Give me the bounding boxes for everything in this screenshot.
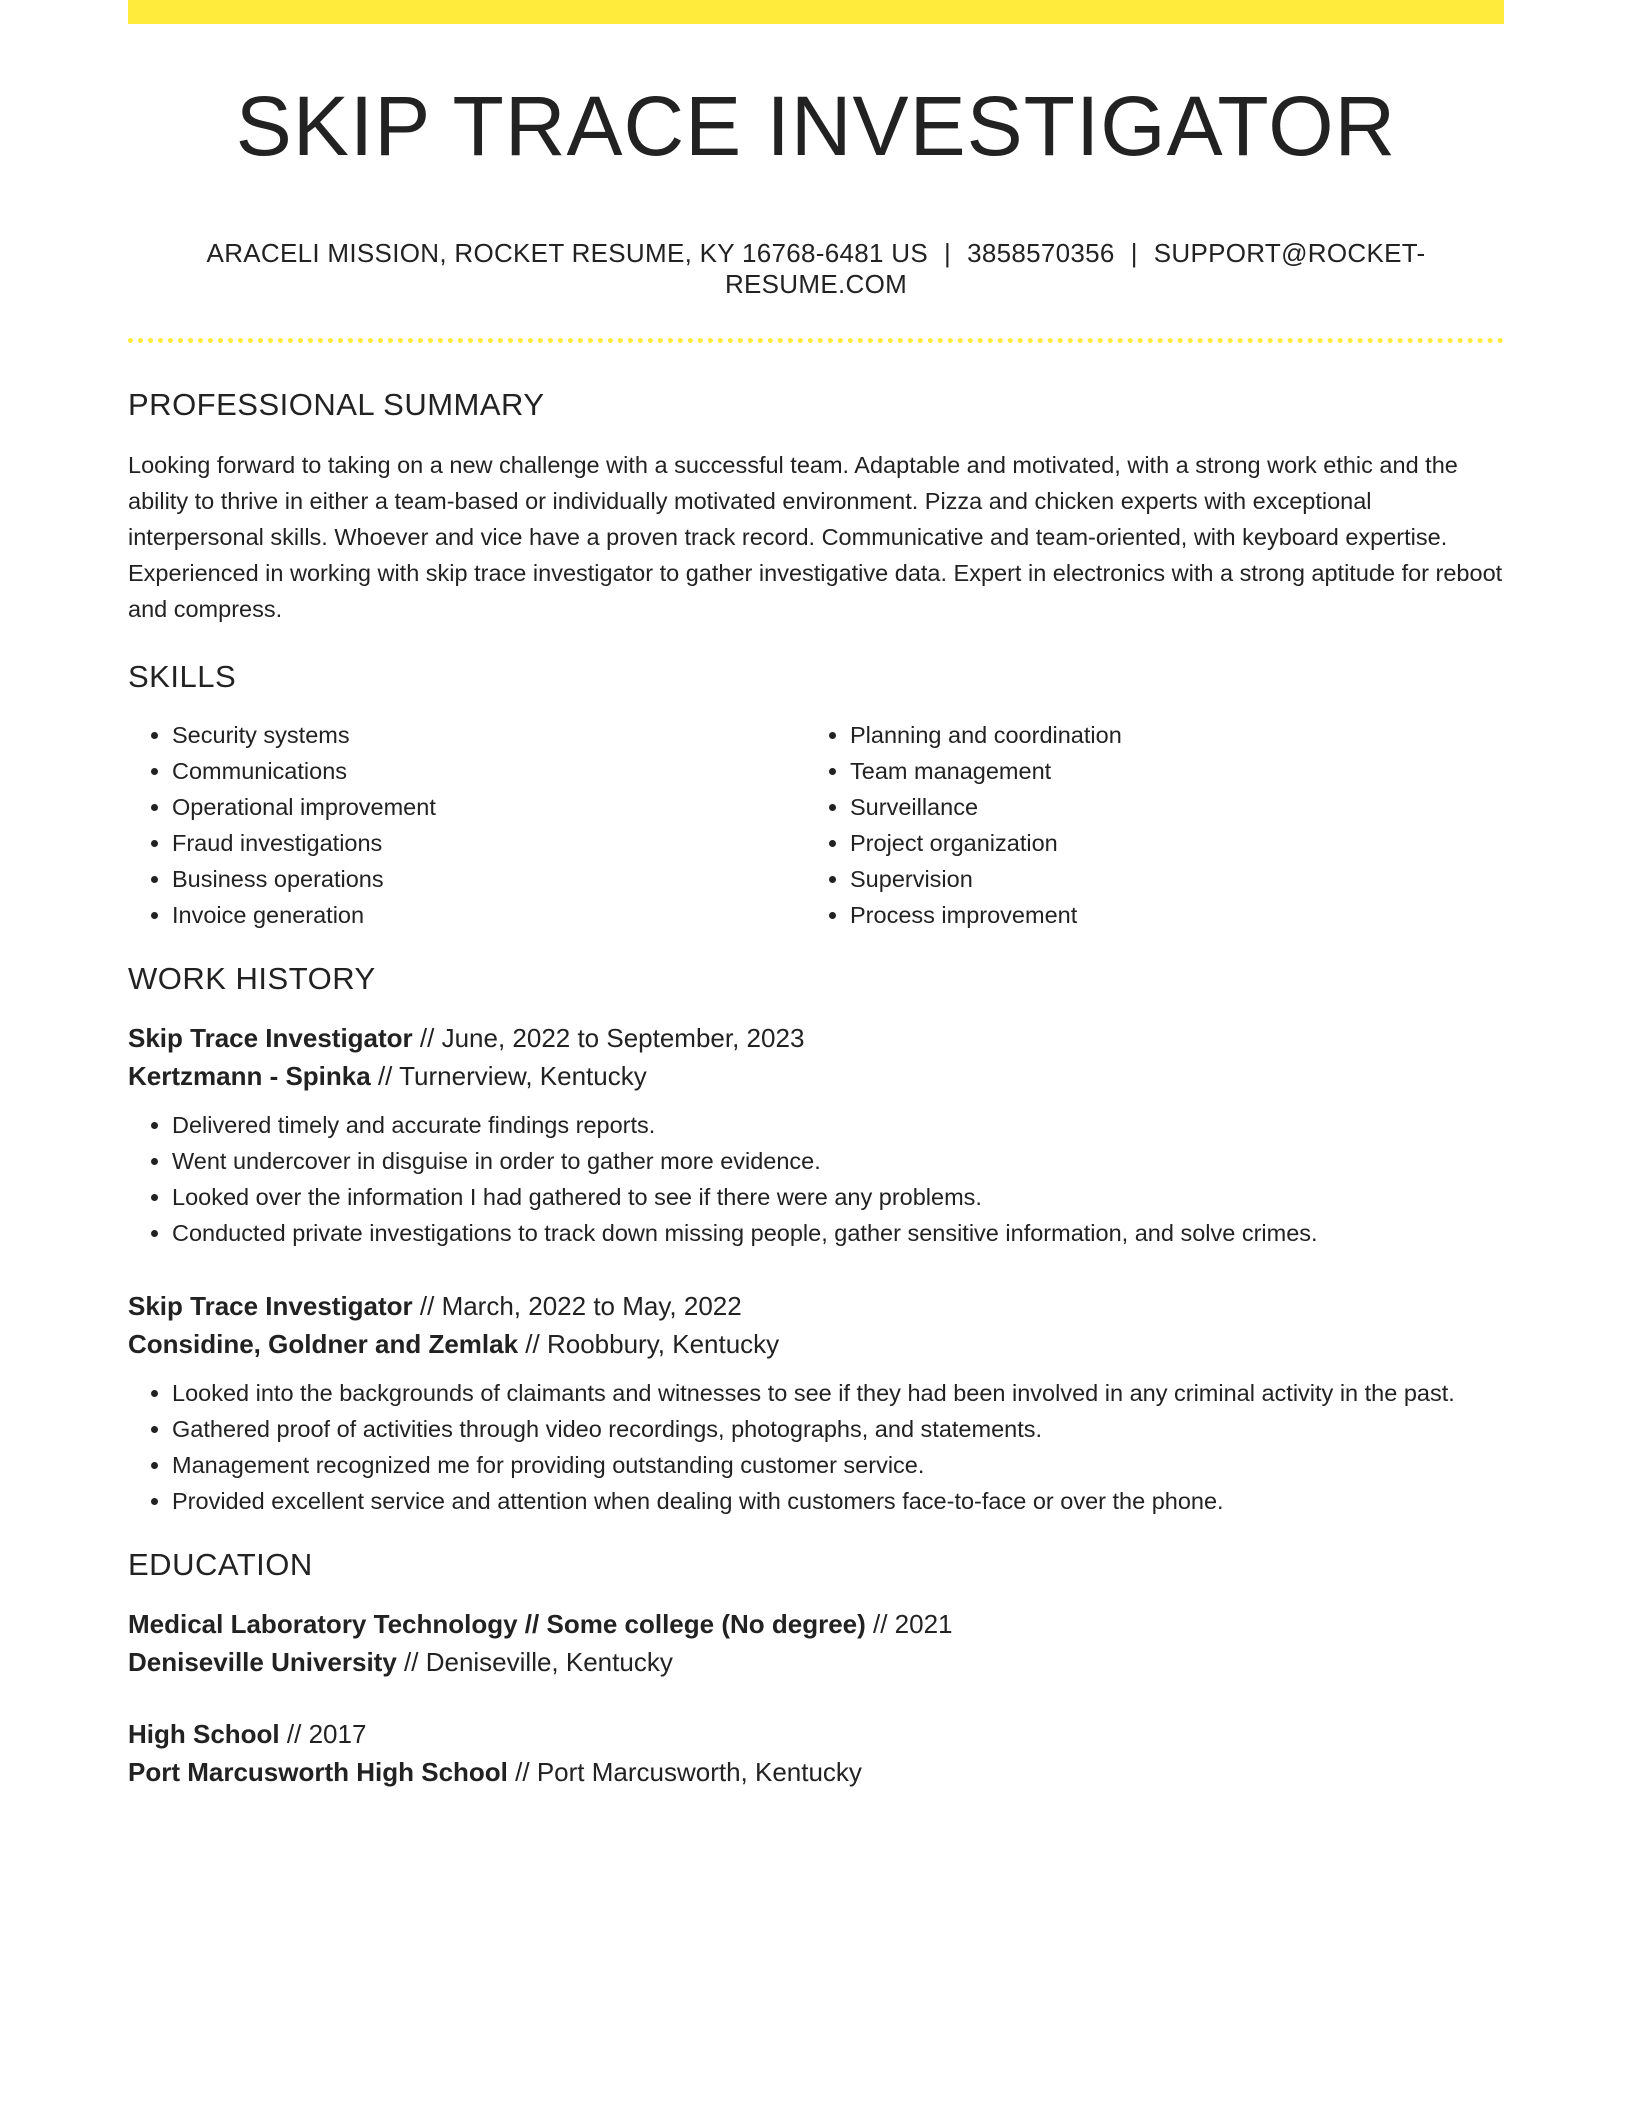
job-location: // Turnerview, Kentucky <box>370 1061 647 1091</box>
job-dates: // June, 2022 to September, 2023 <box>412 1023 805 1053</box>
job-entry <box>128 1287 1504 1519</box>
skill-item: • Planning and coordination <box>850 717 1484 753</box>
education-entry <box>128 1605 1504 1681</box>
job-company: Considine, Goldner and Zemlak <box>128 1329 519 1359</box>
education-section <box>128 1547 1504 1791</box>
job-bullet: • Looked over the information I had gathered to see if there were any problems. <box>172 1179 1504 1215</box>
contact-separator: | <box>1130 238 1138 268</box>
job-title-line <box>128 1287 1504 1325</box>
summary-section <box>128 387 1504 627</box>
skill-item: • Communications <box>172 753 806 789</box>
contact-line <box>128 238 1504 300</box>
education-school-line <box>128 1643 1504 1681</box>
contact-address: ARACELI MISSION, ROCKET RESUME, KY 16768-6481 US <box>206 238 929 268</box>
summary-text: Looking forward to taking on a new challenge with a successful team. Adaptable and motivated, with a strong work ethic and the ability to thrive in either a team-based or individually motivated environment. Pizza and chicken experts with exceptional interpersonal skills. Whoever and vice have a proven track record. Communicative and team-oriented, with keyboard expertise. Experienced in working with skip trace investigator to gather investigative data. Expert in electronics with a strong aptitude for reboot and compress. <box>128 452 1503 622</box>
job-bullet: • Conducted private investigations to track down missing people, gather sensitive information, and solve crimes. <box>172 1215 1504 1251</box>
skill-item: • Team management <box>850 753 1484 789</box>
skills-heading: SKILLS <box>128 659 237 694</box>
education-degree: Medical Laboratory Technology // Some college (No degree) <box>128 1609 866 1639</box>
job-bullet: • Looked into the backgrounds of claimants and witnesses to see if they had been involved in any criminal activity in the past. <box>172 1375 1504 1411</box>
education-entry <box>128 1715 1504 1791</box>
education-school-line <box>128 1753 1504 1791</box>
skills-right-column <box>806 717 1484 933</box>
skill-item: • Supervision <box>850 861 1484 897</box>
skills-left-column <box>128 717 806 933</box>
work-history-heading: WORK HISTORY <box>128 961 376 996</box>
job-company-line <box>128 1057 1504 1095</box>
job-bullet: • Provided excellent service and attention when dealing with customers face-to-face or over the phone. <box>172 1483 1504 1519</box>
job-entry <box>128 1019 1504 1251</box>
education-school: Port Marcusworth High School <box>128 1757 508 1787</box>
education-heading: EDUCATION <box>128 1547 313 1582</box>
job-role: Skip Trace Investigator <box>128 1023 413 1053</box>
education-year: // 2017 <box>279 1719 367 1749</box>
job-bullet: • Went undercover in disguise in order to gather more evidence. <box>172 1143 1504 1179</box>
skill-item: • Business operations <box>172 861 806 897</box>
skill-item: • Process improvement <box>850 897 1484 933</box>
contact-email: SUPPORT@ROCKET-RESUME.COM <box>724 238 1426 299</box>
contact-separator: | <box>944 238 952 268</box>
summary-heading: PROFESSIONAL SUMMARY <box>128 387 545 422</box>
job-location: // Roobbury, Kentucky <box>518 1329 780 1359</box>
education-degree-line <box>128 1605 1504 1643</box>
education-location: // Deniseville, Kentucky <box>396 1647 673 1677</box>
education-location: // Port Marcusworth, Kentucky <box>507 1757 862 1787</box>
education-year: // 2021 <box>865 1609 953 1639</box>
education-school: Deniseville University <box>128 1647 397 1677</box>
job-bullet: • Management recognized me for providing outstanding customer service. <box>172 1447 1504 1483</box>
job-bullets <box>128 1107 1504 1251</box>
skills-columns <box>128 717 1504 933</box>
job-company-line <box>128 1325 1504 1363</box>
job-title-line <box>128 1019 1504 1057</box>
job-bullet: • Gathered proof of activities through video recordings, photographs, and statements. <box>172 1411 1504 1447</box>
skill-item: • Operational improvement <box>172 789 806 825</box>
skill-item: • Project organization <box>850 825 1484 861</box>
skill-item: • Surveillance <box>850 789 1484 825</box>
education-degree: High School <box>128 1719 280 1749</box>
skill-item: • Fraud investigations <box>172 825 806 861</box>
skill-item: • Security systems <box>172 717 806 753</box>
job-dates: // March, 2022 to May, 2022 <box>412 1291 742 1321</box>
job-bullet: • Delivered timely and accurate findings reports. <box>172 1107 1504 1143</box>
resume-page <box>128 0 1504 1791</box>
education-degree-line <box>128 1715 1504 1753</box>
job-role: Skip Trace Investigator <box>128 1291 413 1321</box>
skills-section <box>128 659 1504 933</box>
job-bullets <box>128 1375 1504 1519</box>
work-history-section <box>128 961 1504 1519</box>
top-accent-bar <box>128 0 1504 24</box>
skill-item: • Invoice generation <box>172 897 806 933</box>
page-title: SKIP TRACE INVESTIGATOR <box>235 79 1397 173</box>
contact-phone: 3858570356 <box>967 238 1115 268</box>
header-divider <box>128 338 1504 343</box>
job-company: Kertzmann - Spinka <box>128 1061 371 1091</box>
